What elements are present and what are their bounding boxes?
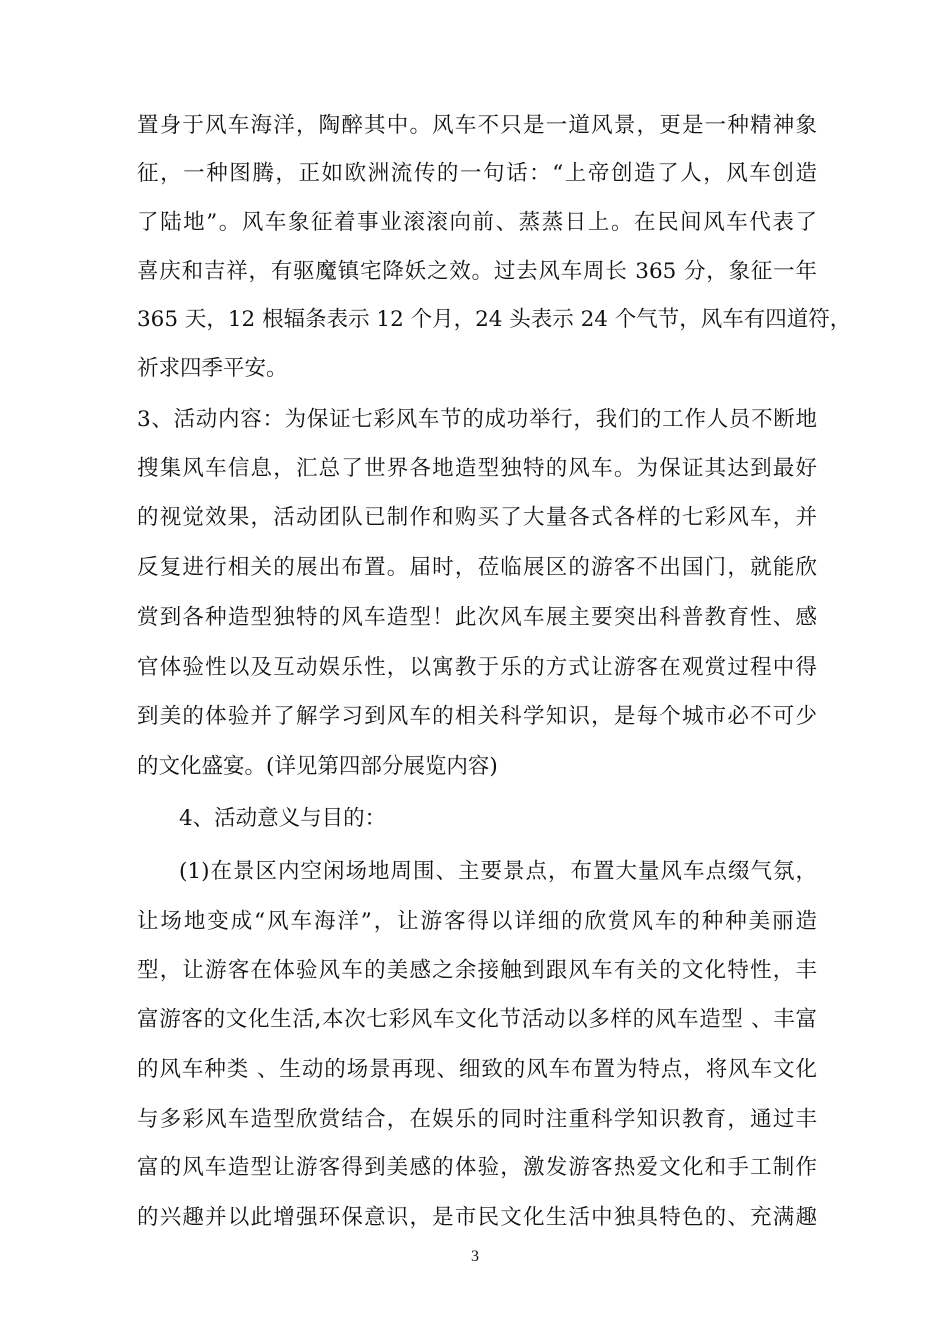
text-line: 赏到各种造型独特的风车造型！此次风车展主要突出科普教育性、感 — [137, 605, 817, 630]
page-number: 3 — [471, 1248, 479, 1265]
text-line: 型，让游客在体验风车的美感之余接触到跟风车有关的文化特性，丰 — [137, 958, 817, 983]
text-line: 的风车种类 、生动的场景再现、细致的风车布置为特点，将风车文化 — [137, 1057, 817, 1082]
text-line: 的文化盛宴。(详见第四部分展览内容) — [137, 754, 498, 779]
text-line: 祈求四季平安。 — [137, 356, 288, 381]
text-line: (1)在景区内空闲场地周围、主要景点，布置大量风车点缀气氛， — [179, 859, 817, 884]
text-line: 让场地变成“风车海洋”，让游客得以详细的欣赏风车的种种美丽造 — [137, 909, 817, 934]
text-line: 反复进行相关的展出布置。届时，莅临展区的游客不出国门，就能欣 — [137, 555, 817, 580]
text-line: 官体验性以及互动娱乐性，以寓教于乐的方式让游客在观赏过程中得 — [137, 655, 817, 680]
text-line: 征，一种图腾，正如欧洲流传的一句话：“上帝创造了人，风车创造 — [137, 161, 817, 186]
text-line: 富的风车造型让游客得到美感的体验，激发游客热爱文化和手工制作 — [137, 1155, 817, 1180]
text-line: 的视觉效果，活动团队已制作和购买了大量各式各样的七彩风车，并 — [137, 505, 817, 530]
text-line: 喜庆和吉祥，有驱魔镇宅降妖之效。过去风车周长 365 分，象征一年 — [137, 259, 817, 284]
text-line: 置身于风车海洋，陶醉其中。风车不只是一道风景，更是一种精神象 — [137, 113, 817, 138]
text-line: 的兴趣并以此增强环保意识，是市民文化生活中独具特色的、充满趣 — [137, 1205, 817, 1230]
text-line: 了陆地”。风车象征着事业滚滚向前、蒸蒸日上。在民间风车代表了 — [137, 210, 817, 235]
text-line: 与多彩风车造型欣赏结合，在娱乐的同时注重科学知识教育，通过丰 — [137, 1107, 817, 1132]
text-line: 3、活动内容：为保证七彩风车节的成功举行，我们的工作人员不断地 — [137, 407, 817, 432]
text-line: 搜集风车信息，汇总了世界各地造型独特的风车。为保证其达到最好 — [137, 456, 817, 481]
text-line: 到美的体验并了解学习到风车的相关科学知识，是每个城市必不可少 — [137, 704, 817, 729]
text-line: 富游客的文化生活,本次七彩风车文化节活动以多样的风车造型 、丰富 — [137, 1007, 817, 1032]
section-heading: 4、活动意义与目的： — [179, 806, 387, 831]
text-line: 365 天，12 根辐条表示 12 个月，24 头表示 24 个气节，风车有四道符， — [137, 307, 852, 332]
